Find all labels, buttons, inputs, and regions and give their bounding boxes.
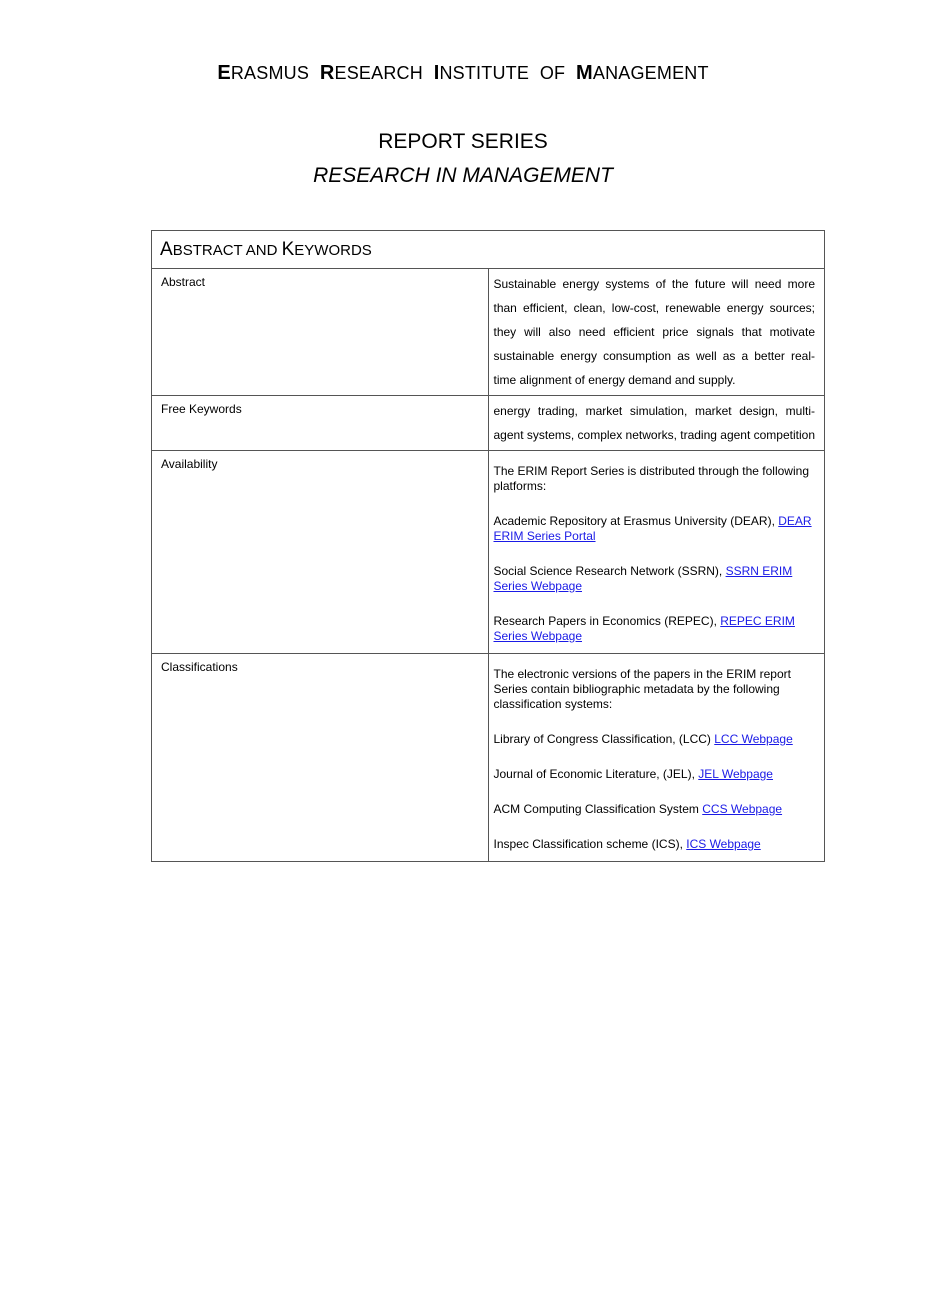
availability-cell: [488, 451, 825, 654]
abstract-label: Abstract: [152, 269, 489, 396]
table-row-availability: [152, 451, 825, 654]
table-heading-row: [152, 231, 825, 269]
ics-webpage-link[interactable]: ICS Webpage: [686, 837, 761, 851]
classification-item: Library of Congress Classification, (LCC) LCC Webpage: [493, 732, 793, 746]
institute-word: OF: [539, 63, 566, 83]
keywords-text: energy trading, market simulation, market design, multi-agent systems, complex networks, trading agent competition: [493, 404, 815, 442]
classifications-cell: [488, 654, 825, 862]
keywords-text-cell: [488, 396, 825, 451]
table-heading: ABSTRACT AND KEYWORDS: [152, 231, 825, 269]
ccs-webpage-link[interactable]: CCS Webpage: [702, 802, 783, 816]
table-row-classifications: [152, 654, 825, 862]
availability-label: Availability: [152, 451, 489, 654]
table-row-abstract: [152, 269, 825, 396]
institute-word: ERASMUS: [217, 62, 310, 84]
availability-item: Academic Repository at Erasmus University (DEAR), DEAR ERIM Series Portal: [493, 514, 812, 543]
report-series-subtitle: RESEARCH IN MANAGEMENT: [313, 164, 613, 187]
abstract-text-cell: [488, 269, 825, 396]
repec-webpage-link[interactable]: REPEC ERIM Series Webpage: [493, 614, 795, 643]
classification-item: Journal of Economic Literature, (JEL), JEL Webpage: [493, 767, 773, 781]
institute-word: MANAGEMENT: [576, 62, 709, 84]
availability-intro: The ERIM Report Series is distributed through the following platforms:: [493, 464, 809, 493]
classifications-intro: The electronic versions of the papers in the ERIM report Series contain bibliographic metadata by the following classification systems:: [493, 667, 791, 711]
dear-portal-link[interactable]: DEAR ERIM Series Portal: [493, 514, 812, 543]
institute-word: INSTITUTE: [433, 62, 530, 84]
report-series-title: REPORT SERIES: [378, 130, 548, 153]
institute-title: [0, 62, 926, 85]
lcc-webpage-link[interactable]: LCC Webpage: [714, 732, 793, 746]
classifications-label: Classifications: [152, 654, 489, 862]
jel-webpage-link[interactable]: JEL Webpage: [698, 767, 773, 781]
abstract-text: Sustainable energy systems of the future will need more than efficient, clean, low-cost, renewable energy sources; they will also need efficient price signals that motivate sustainable energy consumption as well as a better real-time alignment of energy demand and supply.: [493, 277, 815, 387]
keywords-label: Free Keywords: [152, 396, 489, 451]
institute-word: RESEARCH: [319, 62, 423, 84]
abstract-keywords-table: [151, 230, 825, 862]
availability-item: Research Papers in Economics (REPEC), REPEC ERIM Series Webpage: [493, 614, 795, 643]
classification-item: Inspec Classification scheme (ICS), ICS Webpage: [493, 837, 761, 851]
availability-item: Social Science Research Network (SSRN), SSRN ERIM Series Webpage: [493, 564, 793, 593]
table-row-keywords: [152, 396, 825, 451]
ssrn-webpage-link[interactable]: SSRN ERIM Series Webpage: [493, 564, 793, 593]
classification-item: ACM Computing Classification System CCS Webpage: [493, 802, 783, 816]
